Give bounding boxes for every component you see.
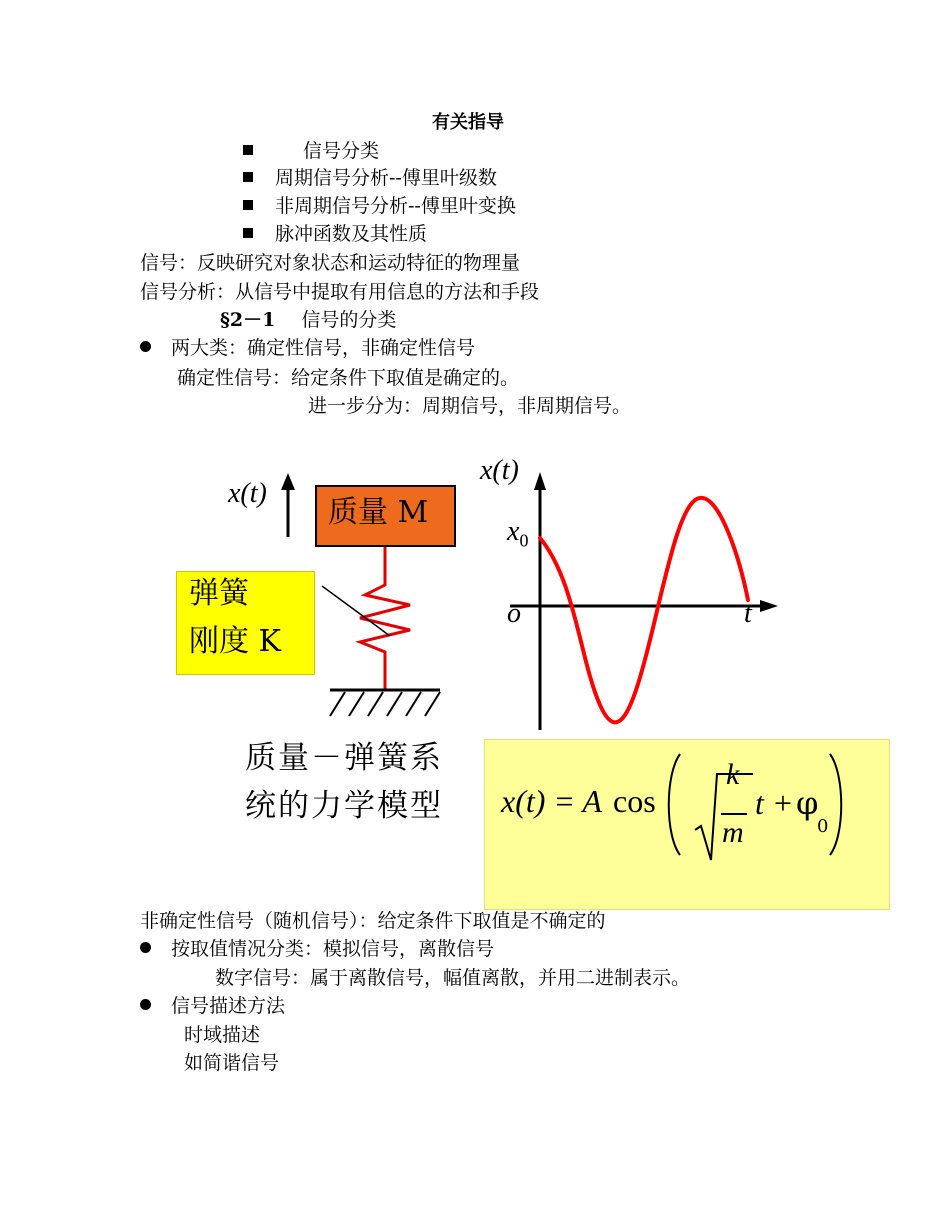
- bullet-item: 按取值情况分类：模拟信号，离散信号: [140, 937, 494, 961]
- xt-left-label: x(t): [228, 478, 267, 509]
- time-domain-text: 时域描述: [184, 1024, 261, 1046]
- t-axis-label: t: [744, 598, 752, 629]
- toc-item: 周期信号分析--傅里叶级数: [243, 166, 497, 190]
- origin-label: o: [507, 598, 521, 629]
- formula-t: t +: [755, 785, 794, 821]
- x-axis-arrow-icon: [760, 600, 778, 612]
- spring-label: 弹簧: [189, 576, 249, 611]
- toc-item: 脉冲函数及其性质: [243, 222, 427, 246]
- bullet-item: 两大类：确定性信号，非确定性信号: [140, 336, 475, 360]
- mass-label: 质量 M: [328, 495, 429, 530]
- round-bullet-icon: [140, 999, 151, 1010]
- formula-m: m: [722, 816, 744, 849]
- formula-phi-subscript: 0: [817, 816, 829, 837]
- formula-cos: cos: [613, 783, 656, 819]
- spring-pointer-line: [322, 586, 390, 636]
- spring: [360, 547, 410, 690]
- formula-k: k: [726, 758, 740, 791]
- digital-text: 数字信号：属于离散信号，幅值离散，并用二进制表示。: [215, 967, 691, 989]
- y-axis-arrow-icon: [534, 472, 546, 490]
- deterministic-text: 确定性信号：给定条件下取值是确定的。: [177, 367, 520, 389]
- nondeterministic-text: 非确定性信号（随机信号）：给定条件下取值是不确定的: [140, 910, 606, 932]
- formula-box: [484, 739, 890, 910]
- further-text: 进一步分为：周期信号，非周期信号。: [308, 395, 632, 417]
- figure-caption-line2: 统的力学模型: [245, 788, 443, 824]
- formula-lhs: x(t) = A: [501, 783, 602, 819]
- round-bullet-icon: [140, 942, 151, 953]
- formula-phi: φ: [796, 784, 819, 822]
- arrowhead-icon: [281, 473, 295, 490]
- figure-caption-line1: 质量－弹簧系: [245, 740, 443, 776]
- definition-signal: 信号：反映研究对象状态和运动特征的物理量: [140, 252, 521, 274]
- xt-axis-label: x(t): [480, 455, 519, 486]
- stiffness-label: 刚度 K: [189, 624, 281, 659]
- page-title: 有关指导: [432, 112, 504, 133]
- toc-item: 非周期信号分析--傅里叶变换: [243, 194, 516, 218]
- section-title: 信号的分类: [301, 309, 397, 331]
- toc-item: 信号分类: [243, 139, 379, 163]
- x0-label: $x_0$: [507, 516, 529, 551]
- ground-hatch: [330, 692, 440, 716]
- section-number: §2－1: [220, 309, 276, 331]
- definition-analysis: 信号分析：从信号中提取有用信息的方法和手段: [140, 281, 540, 303]
- bullet-item: 信号描述方法: [140, 994, 285, 1018]
- example-text: 如简谐信号: [184, 1052, 280, 1074]
- oscillation-curve: [540, 498, 748, 722]
